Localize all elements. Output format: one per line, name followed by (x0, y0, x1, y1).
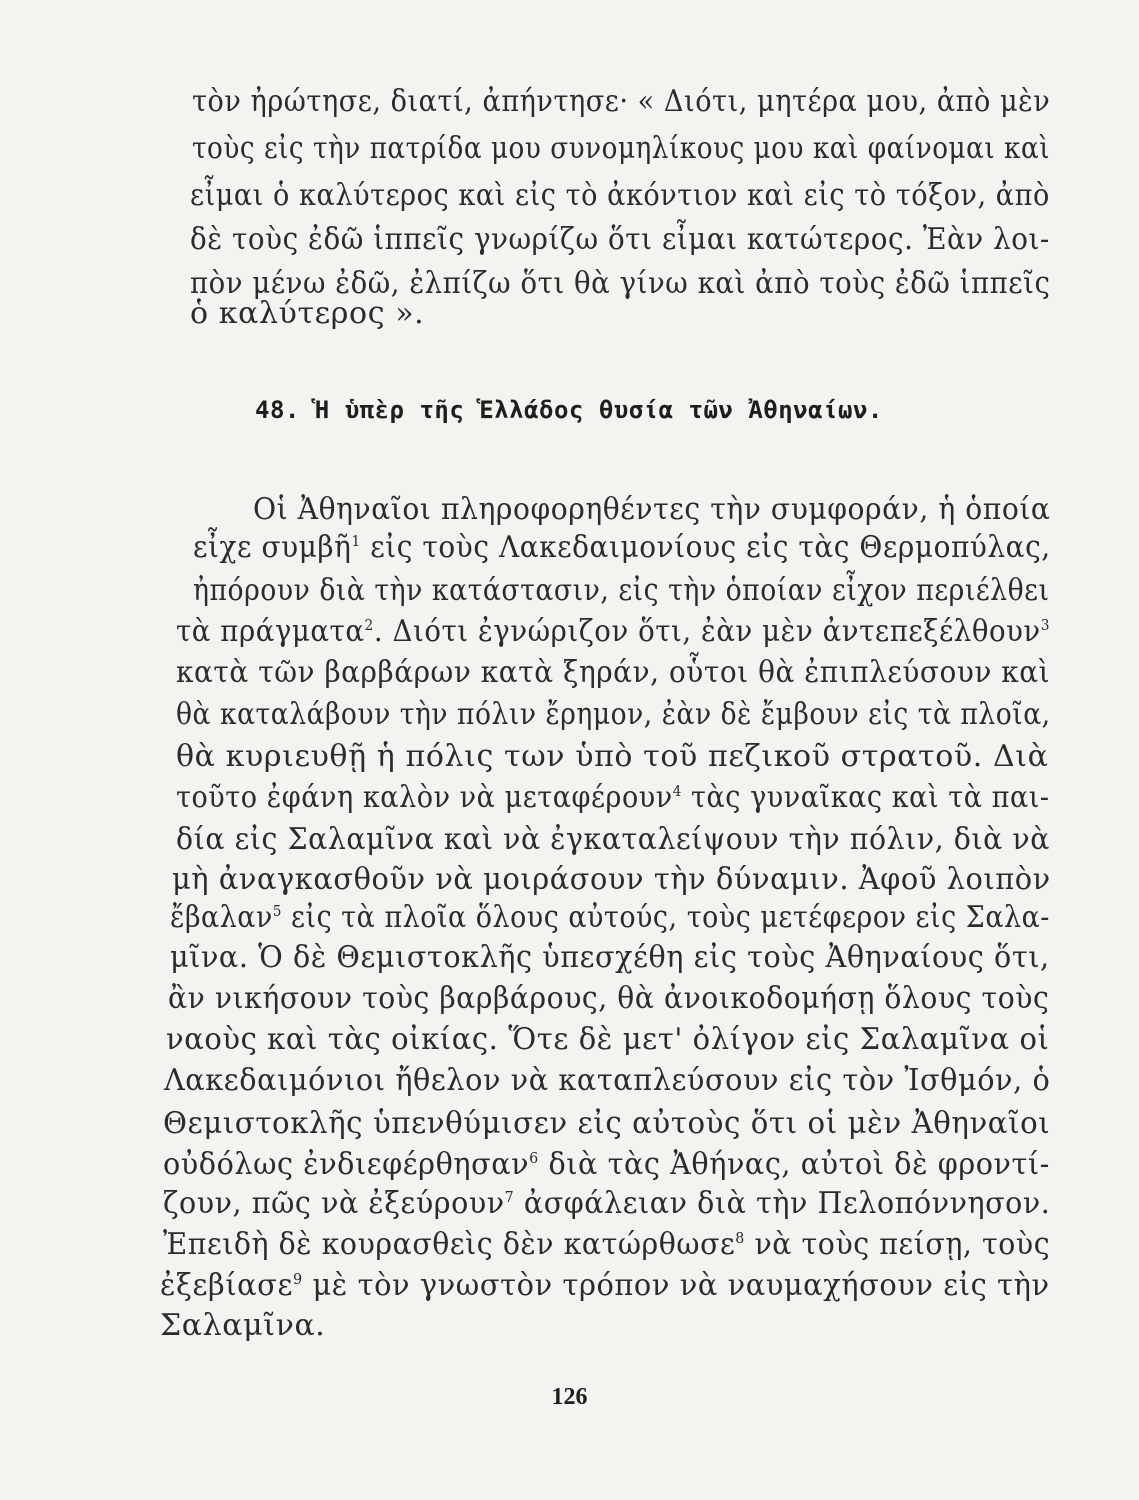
section-heading: 48. Ἡ ὑπὲρ τῆς Ἑλλάδος θυσία τῶν Ἀθηναίων. (255, 396, 883, 424)
text-line: τὸν ἠρώτησε, διατί, ἀπήντησε· « Διότι, μητέρα μου, ἀπὸ μὲν (192, 84, 1051, 119)
text-line: δὲ τοὺς ἐδῶ ἱππεῖς γνωρίζω ὅτι εἶμαι κατώτερος. Ἐὰν λοι- (190, 222, 1050, 257)
text-line: ἐξεβίασε$^9$ μὲ τὸν γνωστὸν τρόπον νὰ ναυμαχήσουν εἰς τὴν (160, 1268, 1050, 1303)
text-line: εἶμαι ὁ καλύτερος καὶ εἰς τὸ ἀκόντιον καὶ εἰς τὸ τόξον, ἀπὸ (190, 178, 1050, 213)
text-line: τοῦτο ἐφάνη καλὸν νὰ μεταφέρουν$^4$ τὰς γυναῖκας καὶ τὰ παι- (176, 780, 1050, 815)
text-line: μὴ ἀναγκασθοῦν νὰ μοιράσουν τὴν δύναμιν. Ἀφοῦ λοιπὸν (172, 862, 1051, 897)
footnote-marker: 2 (364, 616, 374, 634)
footnote-marker: 6 (529, 1149, 539, 1167)
text-line: Οἱ Ἀθηναῖοι πληροφορηθέντες τὴν συμφοράν, ἡ ὁποία (253, 492, 1051, 527)
footnote-marker: 5 (272, 902, 282, 920)
text-line: ἔβαλαν$^5$ εἰς τὰ πλοῖα ὅλους αὐτούς, τοὺς μετέφερον εἰς Σαλα- (170, 900, 1050, 935)
footnote-marker: 1 (351, 532, 361, 550)
text-line: ἂν νικήσουν τοὺς βαρβάρους, θὰ ἀνοικοδομήσῃ ὅλους τοὺς (168, 981, 1050, 1016)
footnote-marker: 7 (504, 1188, 515, 1206)
text-line: κατὰ τῶν βαρβάρων κατὰ ξηράν, οὗτοι θὰ ἐπιπλεύσουν καὶ (176, 655, 1051, 690)
text-line: τὰ πράγματα$^2$. Διότι ἐγνώριζον ὅτι, ἐὰν μὲν ἀντεπεξέλθουν$^3$ (176, 614, 1051, 649)
text-line: Λακεδαιμόνιοι ἤθελον νὰ καταπλεύσουν εἰς τὸν Ἰσθμόν, ὁ (164, 1063, 1051, 1098)
text-line: τοὺς εἰς τὴν πατρίδα μου συνομηλίκους μου καὶ φαίνομαι καὶ (192, 131, 1051, 166)
text-line: εἶχε συμβῆ$^1$ εἰς τοὺς Λακεδαιμονίους εἰς τὰς Θερμοπύλας, (193, 530, 1051, 565)
footnote-marker: 4 (672, 782, 682, 800)
text-line: θὰ κυριευθῇ ἡ πόλις των ὑπὸ τοῦ πεζικοῦ στρατοῦ. Διὰ (176, 739, 1049, 774)
text-line: ὁ καλύτερος ». (190, 296, 425, 331)
text-line: ναοὺς καὶ τὰς οἰκίας. Ὅτε δὲ μετ' ὀλίγον εἰς Σαλαμῖνα οἱ (166, 1022, 1050, 1057)
text-line: μῖνα. Ὁ δὲ Θεμιστοκλῆς ὑπεσχέθη εἰς τοὺς Ἀθηναίους ὅτι, (170, 940, 1050, 975)
text-line: δία εἰς Σαλαμῖνα καὶ νὰ ἐγκαταλείψουν τὴν πόλιν, διὰ νὰ (176, 822, 1050, 857)
text-line: Θεμιστοκλῆς ὑπενθύμισεν εἰς αὐτοὺς ὅτι οἱ μὲν Ἀθηναῖοι (163, 1106, 1051, 1141)
footnote-marker: 8 (735, 1229, 745, 1247)
footnote-marker: 9 (292, 1270, 303, 1288)
text-line: ζουν, πῶς νὰ ἐξεύρουν$^7$ ἀσφάλειαν διὰ τὴν Πελοπόννησον. (163, 1186, 1051, 1221)
text-line: Σαλαμῖνα. (160, 1308, 326, 1343)
text-line: θὰ καταλάβουν τὴν πόλιν ἔρημον, ἐὰν δὲ ἔμβουν εἰς τὰ πλοῖα, (176, 697, 1051, 732)
text-line: ἠπόρουν διὰ τὴν κατάστασιν, εἰς τὴν ὁποίαν εἶχον περιέλθει (193, 573, 1050, 608)
text-line: Ἐπειδὴ δὲ κουρασθεὶς δὲν κατώρθωσε$^8$ νὰ τοὺς πείσῃ, τοὺς (163, 1227, 1051, 1262)
text-line: πὸν μένω ἐδῶ, ἐλπίζω ὅτι θὰ γίνω καὶ ἀπὸ τοὺς ἐδῶ ἱππεῖς (190, 266, 1051, 301)
text-line: οὐδόλως ἐνδιεφέρθησαν$^6$ διὰ τὰς Ἀθήνας, αὐτοὶ δὲ φροντί- (163, 1147, 1050, 1182)
page-number: 126 (551, 1384, 588, 1410)
footnote-marker: 3 (1040, 616, 1051, 634)
